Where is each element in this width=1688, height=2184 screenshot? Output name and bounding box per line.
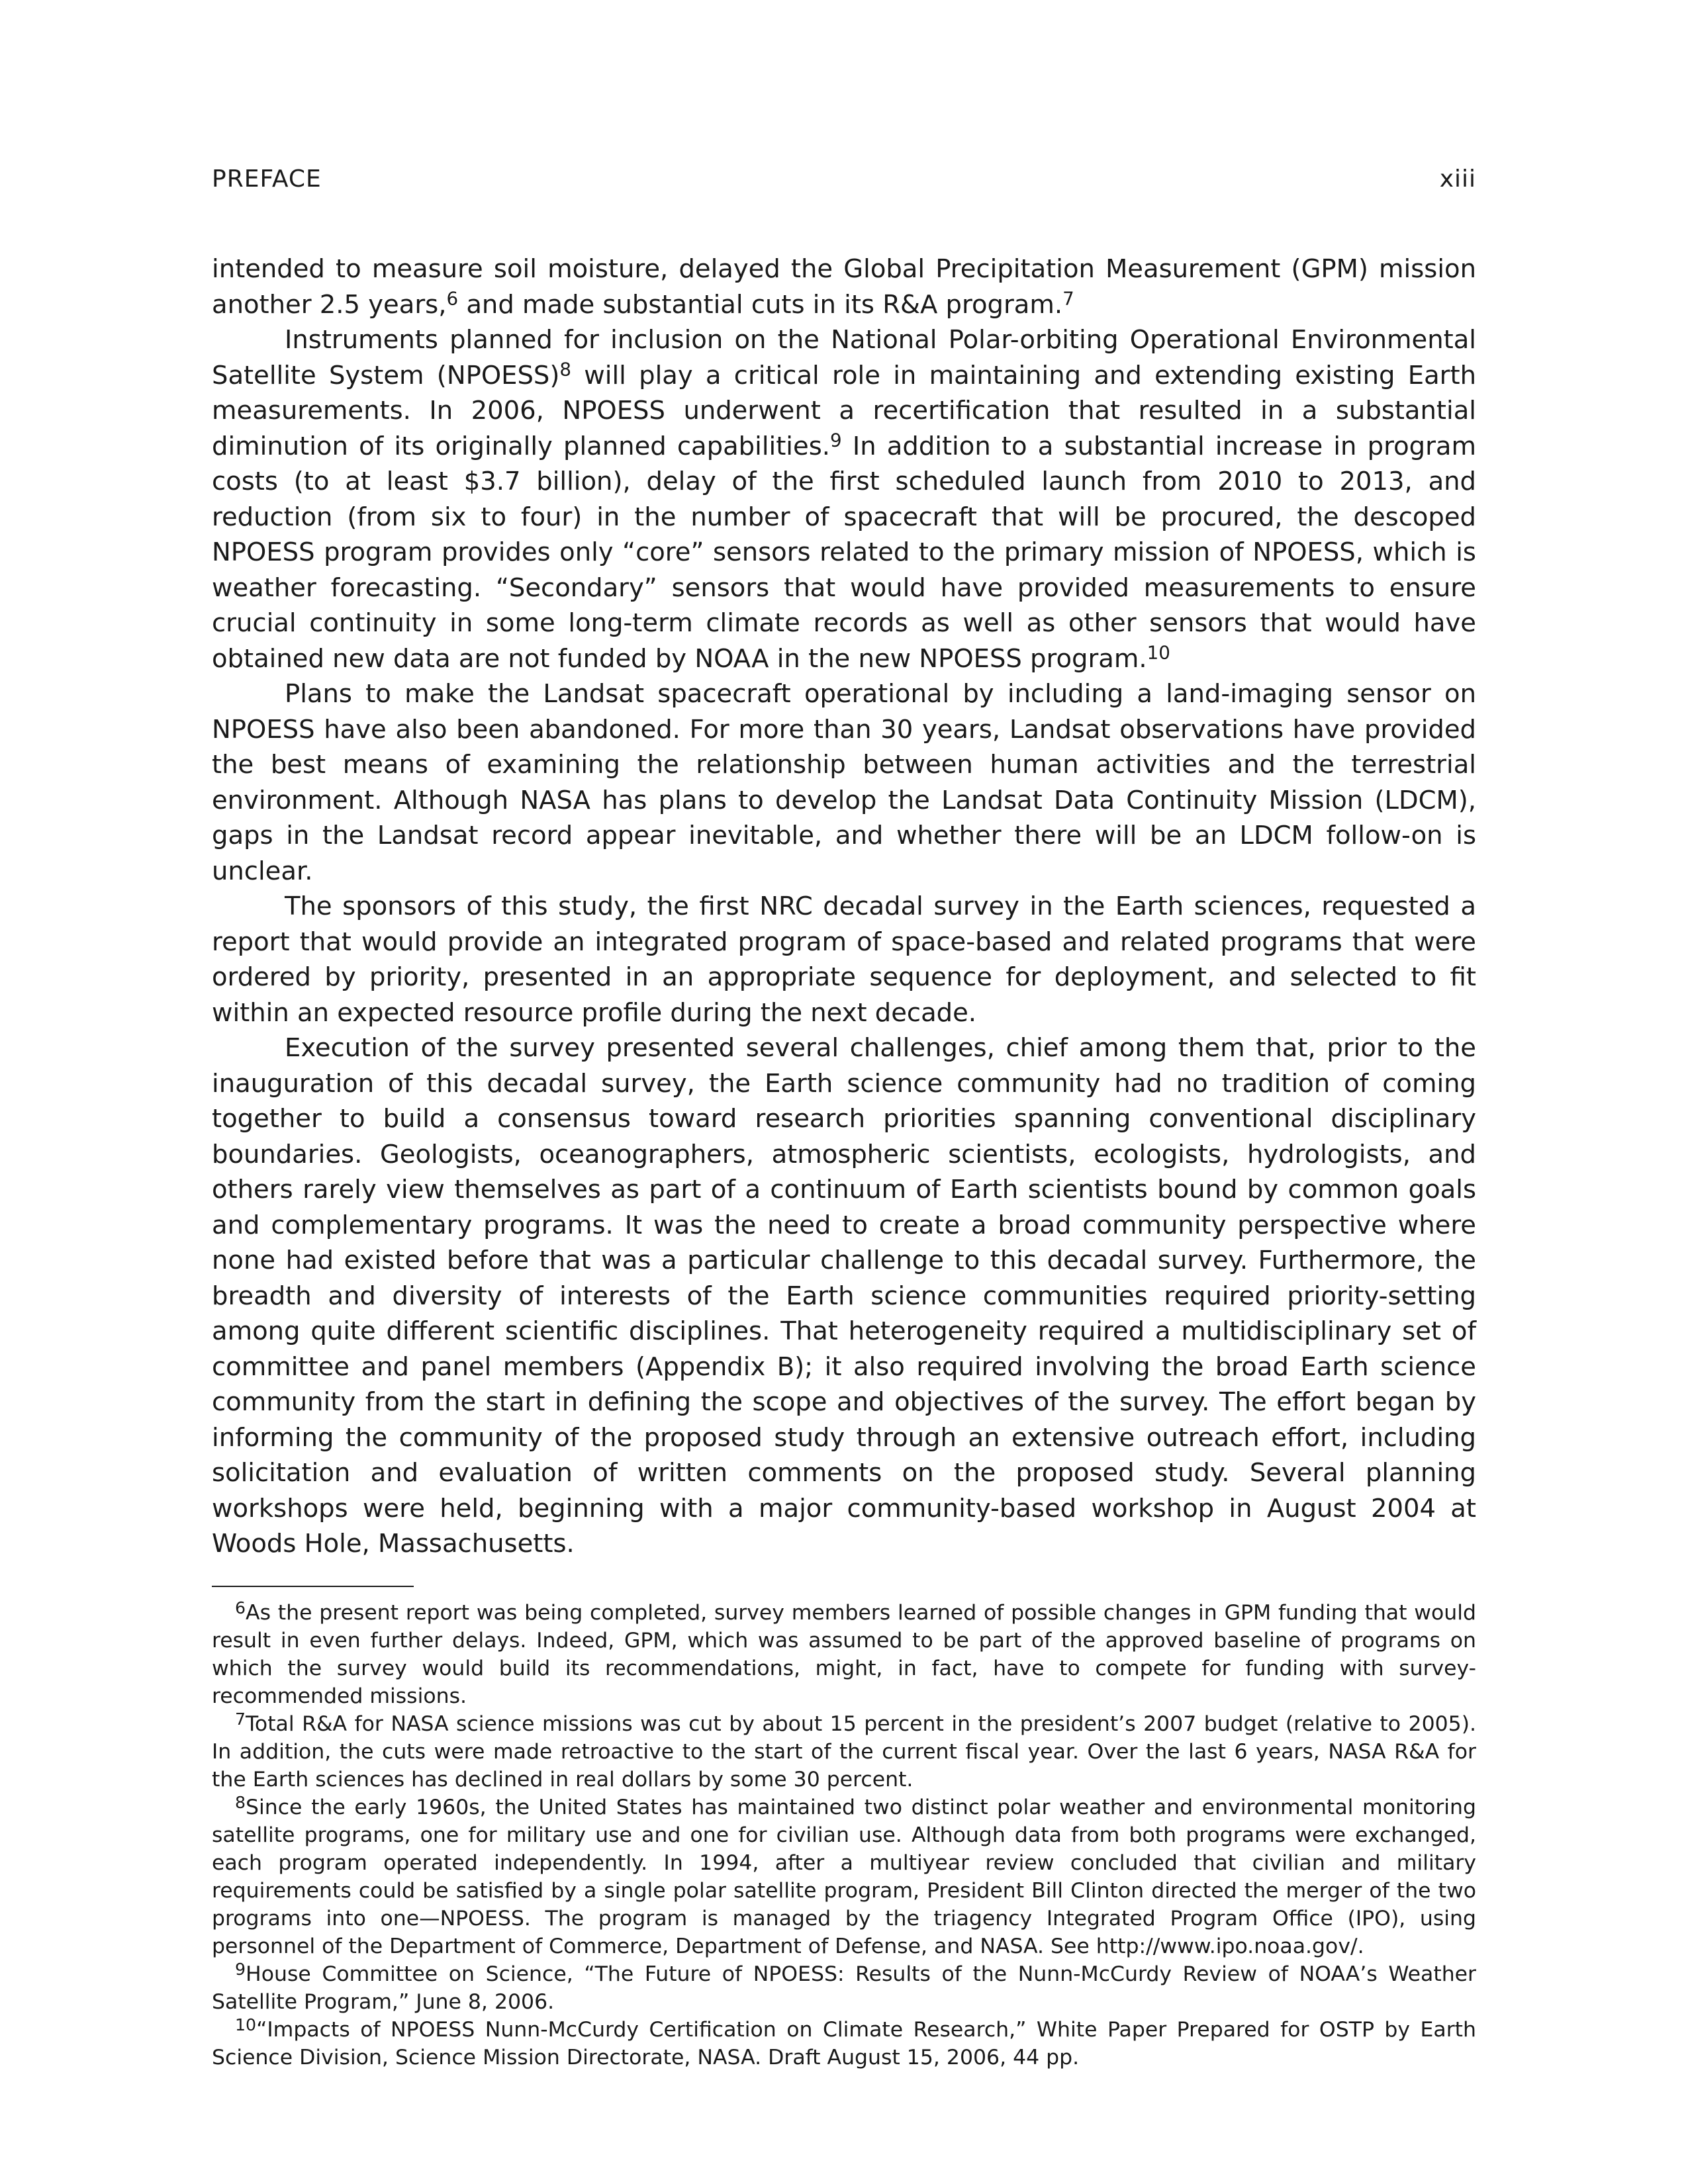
page-number: xiii (1439, 165, 1476, 193)
footnote-text: As the present report was being completed, survey members learned of possible changes in GPM funding that would result in even further delays. Indeed, GPM, which was assumed to be part of the approved baseline of programs on which the survey would build its recommendations, might, in fact, have to compete for funding with survey-recommended missions. (212, 1600, 1476, 1708)
paragraph-text: intended to measure soil moisture, delayed the Global Precipitation Measurement (GPM) mission another 2.5 years, (212, 254, 1476, 320)
footnote-number: 7 (235, 1709, 246, 1729)
paragraph-landsat: Plans to make the Landsat spacecraft operational by including a land-imaging sensor on NPOESS have also been abandoned. For more than 30 years, Landsat observations have provided the best means of examining the relationship between human activities and the terrestrial environment. Although NASA has plans to develop the Landsat Data Continuity Mission (LDCM), gaps in the Landsat record appear inevitable, and whether there will be an LDCM follow-on is unclear. (212, 679, 1476, 886)
section-title: PREFACE (212, 165, 322, 193)
document-page (212, 165, 1476, 2071)
footnote-ref: 10 (1147, 641, 1170, 664)
paragraph-continued (212, 251, 1476, 322)
paragraph-text: will play a critical role in maintaining and extending existing Earth measurements. In 2006, NPOESS underwent a recertification that resulted in a substantial diminution of its originally planned capabilities. (212, 360, 1476, 461)
footnote (212, 1599, 1476, 1710)
paragraph-npoess (212, 322, 1476, 676)
footnote-divider (212, 1586, 414, 1587)
footnotes (212, 1599, 1476, 2071)
footnote-text: “Impacts of NPOESS Nunn-McCurdy Certification on Climate Research,” White Paper Prepared for OSTP by Earth Science Division, Science Mission Directorate, NASA. Draft August 15, 2006, 44 pp. (212, 2017, 1476, 2070)
paragraph-text: In addition to a substantial increase in program costs (to at least $3.7 billion), delay of the first scheduled launch from 2010 to 2013, and reduction (from six to four) in the number of spacecraft that will be procured, the descoped NPOESS program provides only “core” sensors related to the primary mission of NPOESS, which is weather forecasting. “Secondary” sensors that would have provided measurements to ensure crucial continuity in some long-term climate records as well as other sensors that would have obtained new data are not funded by NOAA in the new NPOESS program. (212, 431, 1477, 674)
footnote-text: Total R&A for NASA science missions was cut by about 15 percent in the president’s 2007 budget (relative to 2005). In addition, the cuts were made retroactive to the start of the current fiscal year. Over the last 6 years, NASA R&A for the Earth sciences has declined in real dollars by some 30 percent. (212, 1711, 1476, 1792)
footnote-ref: 8 (559, 358, 572, 381)
footnote-number: 9 (235, 1959, 246, 1979)
running-head (212, 165, 1476, 205)
footnote-number: 8 (235, 1792, 246, 1812)
footnote (212, 1960, 1476, 2016)
paragraph-text: Instruments planned for inclusion on the National Polar-orbiting Operational Environmental Satellite System (NPOESS) (212, 325, 1476, 390)
paragraph-sponsors: The sponsors of this study, the first NRC decadal survey in the Earth sciences, requested a report that would provide an integrated program of space-based and related programs that were ordered by priority, presented in an appropriate sequence for deployment, and selected to fit within an expected resource profile during the next decade. (212, 891, 1476, 1028)
footnote-ref: 9 (830, 429, 842, 451)
footnote (212, 1794, 1476, 1960)
footnote-ref: 6 (446, 287, 459, 310)
body-text (212, 251, 1476, 1562)
footnote-number: 6 (235, 1598, 246, 1617)
paragraph-execution: Execution of the survey presented several challenges, chief among them that, prior to the inauguration of this decadal survey, the Earth science community had no tradition of coming together to build a consensus toward research priorities spanning conventional disciplinary boundaries. Geologists, oceanographers, atmospheric scientists, ecologists, hydrologists, and others rarely view themselves as part of a continuum of Earth scientists bound by common goals and complementary programs. It was the need to create a broad community perspective where none had existed before that was a particular challenge to this decadal survey. Furthermore, the breadth and diversity of interests of the Earth science communities required priority-setting among quite different scientific disciplines. That heterogeneity required a multidisciplinary set of committee and panel members (Appendix B); it also required involving the broad Earth science community from the start in defining the scope and objectives of the survey. The effort began by informing the community of the proposed study through an extensive outreach effort, including solicitation and evaluation of written comments on the proposed study. Several planning workshops were held, beginning with a major community-based workshop in August 2004 at Woods Hole, Massachusetts. (212, 1033, 1476, 1559)
footnote-ref: 7 (1062, 287, 1074, 310)
paragraph-text: and made substantial cuts in its R&A program. (458, 289, 1063, 320)
footnote-text: House Committee on Science, “The Future of NPOESS: Results of the Nunn-McCurdy Review of NOAA’s Weather Satellite Program,” June 8, 2006. (212, 1962, 1476, 2014)
footnote (212, 2016, 1476, 2071)
footnote-number: 10 (235, 2015, 257, 2034)
footnote-text: Since the early 1960s, the United States has maintained two distinct polar weather and environmental monitoring satellite programs, one for military use and one for civilian use. Although data from both programs were exchanged, each program operated independently. In 1994, after a multiyear review concluded that civilian and military requirements could be satisfied by a single polar satellite program, President Bill Clinton directed the merger of the two programs into one—NPOESS. The program is managed by the triagency Integrated Program Office (IPO), using personnel of the Department of Commerce, Department of Defense, and NASA. See http://www.ipo.noaa.gov/. (212, 1795, 1476, 1958)
footnote (212, 1710, 1476, 1794)
